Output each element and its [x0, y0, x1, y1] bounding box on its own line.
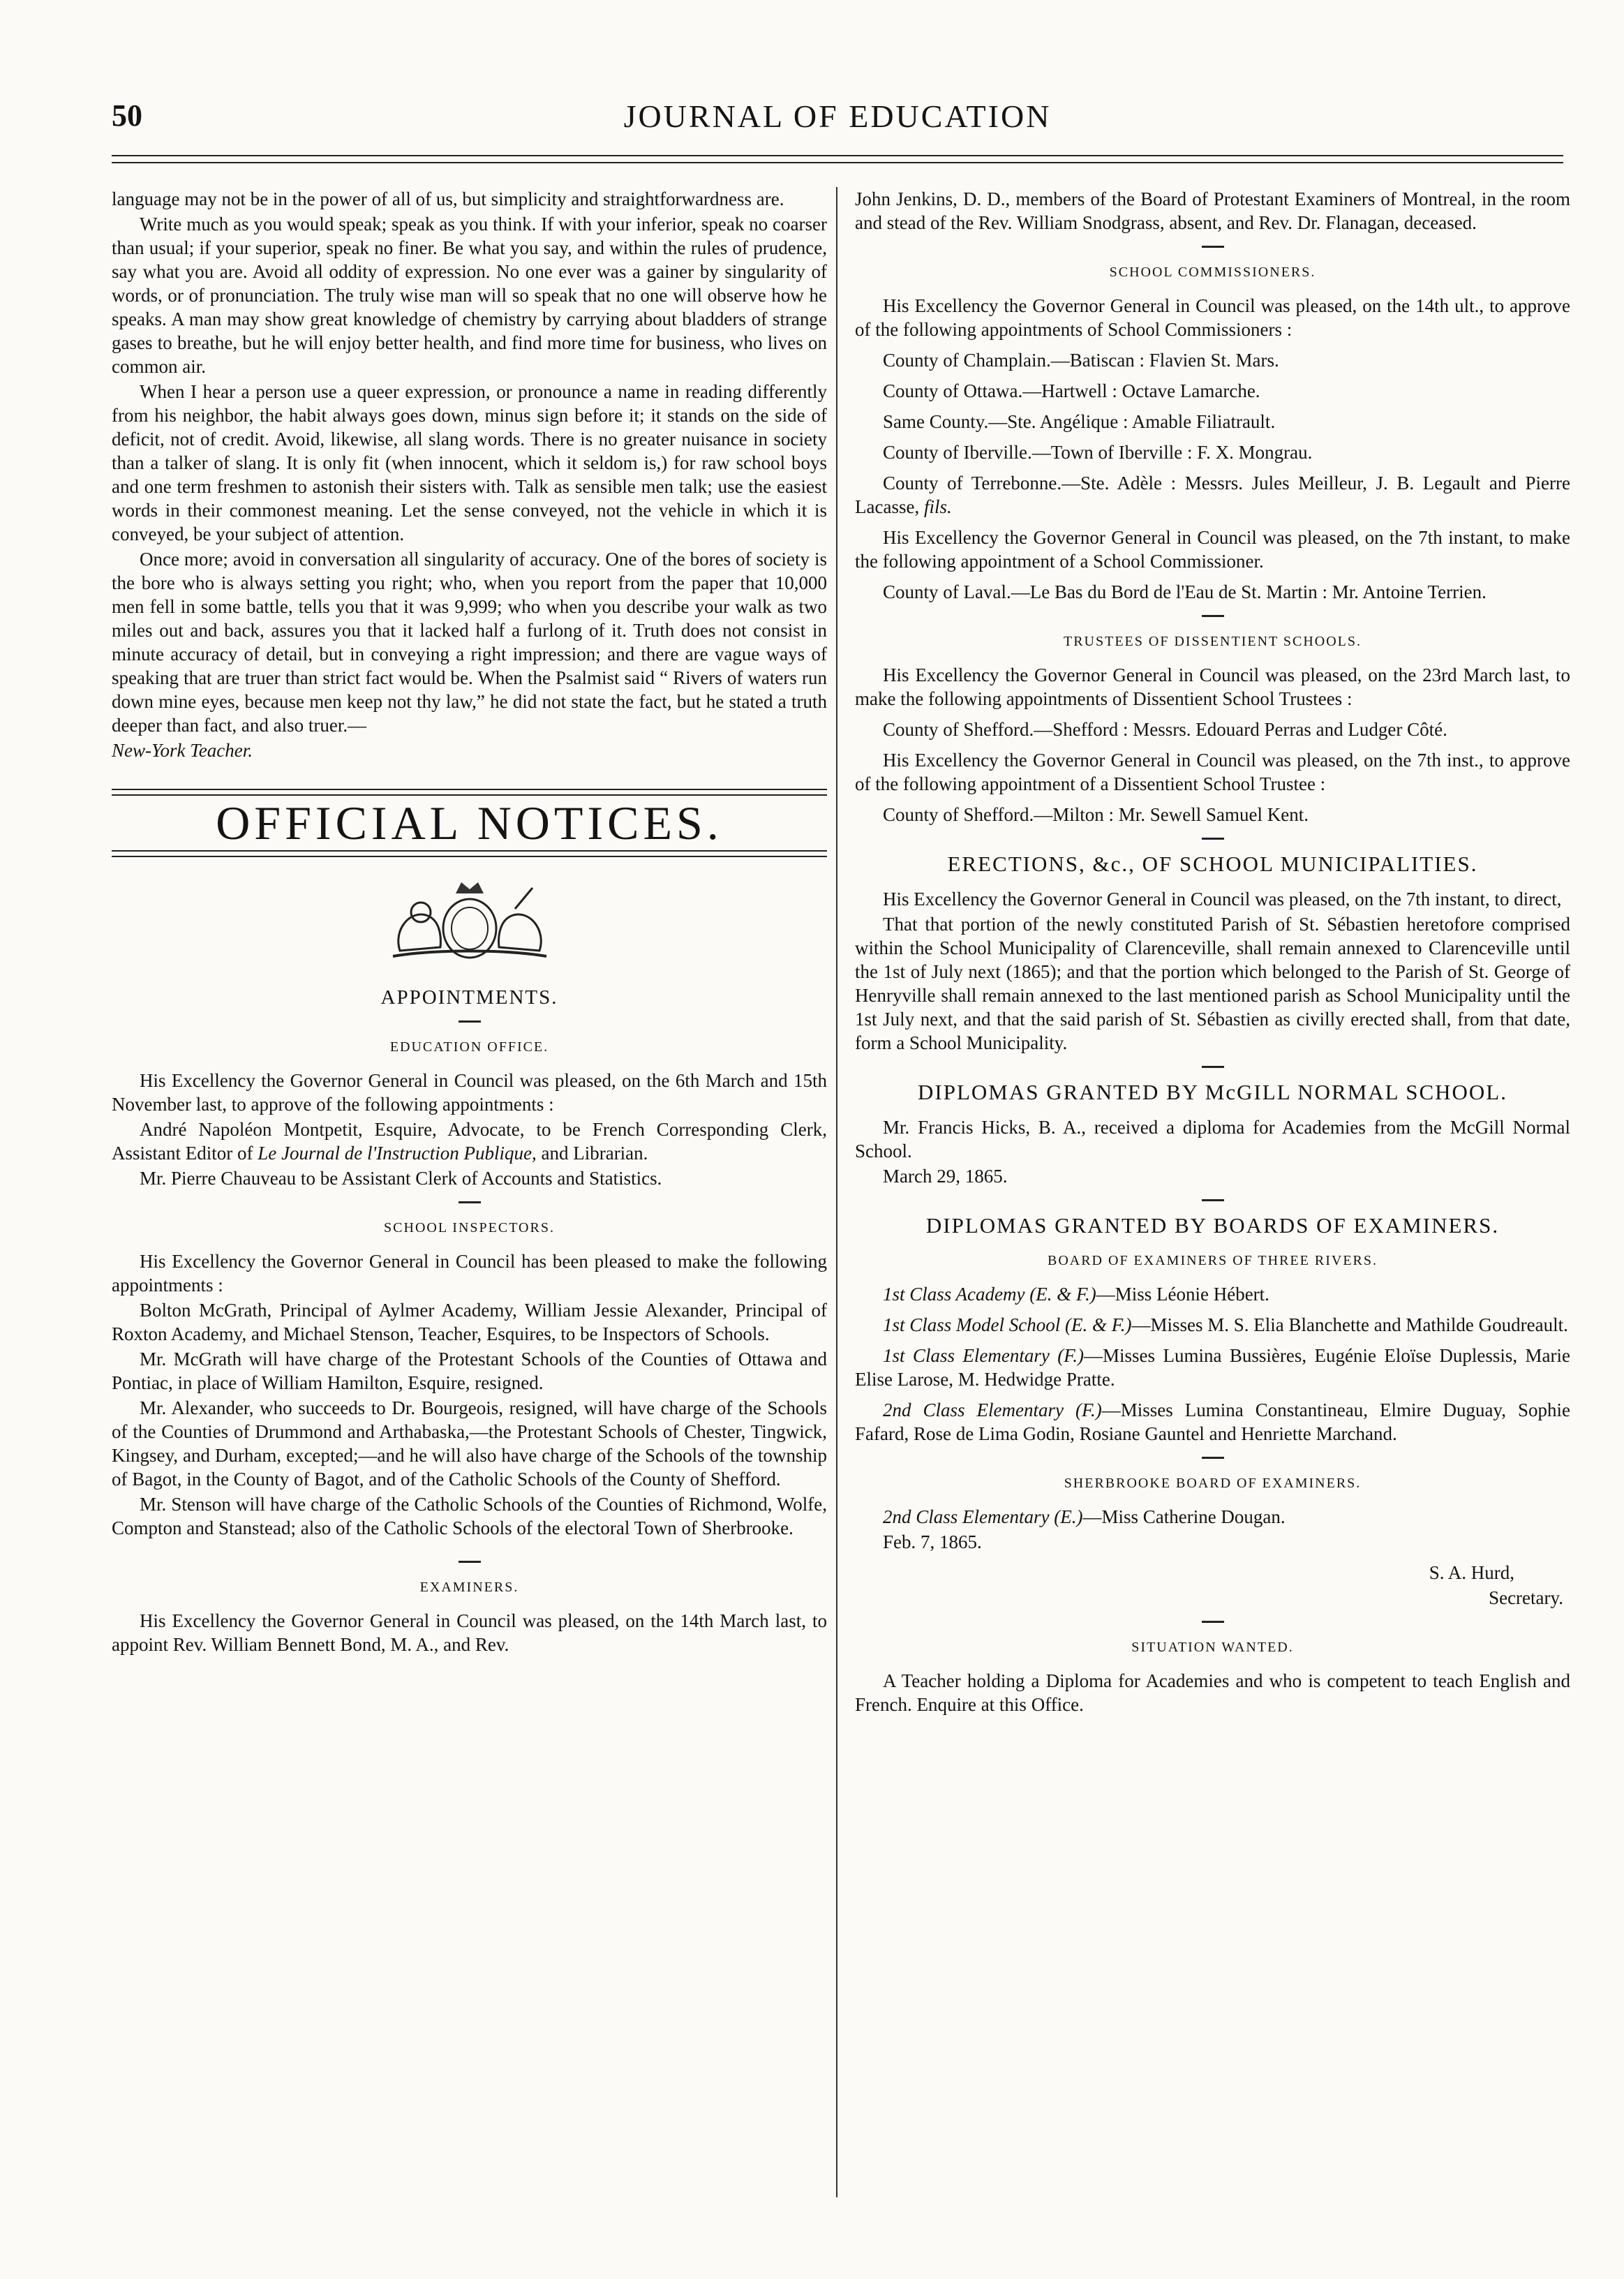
diplomas-mcgill-heading: DIPLOMAS GRANTED BY McGILL NORMAL SCHOOL.: [918, 1080, 1507, 1104]
sherbrooke-heading: SHERBROOKE BOARD OF EXAMINERS.: [1064, 1476, 1362, 1491]
diploma-line: [855, 1398, 1570, 1446]
appointment-line: County of Laval.—Le Bas du Bord de l'Eau de St. Martin : Mr. Antoine Terrien.: [883, 581, 1487, 602]
diploma-class: 1st Class Model School (E. & F.): [883, 1314, 1132, 1335]
left-column: [112, 187, 827, 1658]
diploma-class: 2nd Class Elementary (F.): [883, 1400, 1102, 1420]
notice-paragraph: His Excellency the Governor General in Council was pleased, on the 14th ult., to approve of the following appointments of School Commissioners :: [855, 295, 1570, 340]
notice-paragraph: Bolton McGrath, Principal of Aylmer Academy, William Jessie Alexander, Principal of Roxton Academy, and Michael Stenson, Teacher, Esquires, to be Inspectors of Schools.: [112, 1300, 827, 1344]
education-office-heading: EDUCATION OFFICE.: [389, 1039, 549, 1055]
article-paragraph: Write much as you would speak; speak as you think. If with your inferior, speak no coarser than usual; if your superior, speak no finer. Be what you say, and within the rules of prudence, say what you are. Avoid all oddity of expression. No one ever was a gainer by singularity of words, or of pronunciation. The truly wise man will so speak that no one will observe how he speaks. A man may show great knowledge of chemistry by carrying about bladders of strange gases to breathe, but he will enjoy better health, and find more time for business, who lives on common air.: [112, 214, 827, 377]
notice-date: Feb. 7, 1865.: [883, 1531, 982, 1552]
section-dash: [459, 1020, 481, 1023]
section-dash: [1202, 246, 1224, 248]
appointment-line: [855, 471, 1570, 519]
section-rule: [112, 789, 827, 796]
notice-paragraph: His Excellency the Governor General in Council has been pleased to make the following appointments :: [112, 1251, 827, 1296]
diploma-names: —Misses Lumina Bussières, Eugénie Eloïse Duplessis, Marie Elise Larose, M. Hedwidge Pratte.: [855, 1345, 1570, 1390]
notice-paragraph: Mr. Pierre Chauveau to be Assistant Clerk of Accounts and Statistics.: [140, 1168, 662, 1189]
right-column: [855, 187, 1570, 1718]
diploma-line: [855, 1505, 1570, 1529]
diploma-line: [855, 1313, 1570, 1337]
article-source: New-York Teacher.: [112, 740, 253, 761]
section-rule: [112, 850, 827, 857]
three-rivers-heading: BOARD OF EXAMINERS OF THREE RIVERS.: [1047, 1253, 1378, 1268]
notice-paragraph: His Excellency the Governor General in Council was pleased, on the 6th March and 15th November last, to approve of the following appointments :: [112, 1070, 827, 1115]
notice-paragraph: Mr. Alexander, who succeeds to Dr. Bourgeois, resigned, will have charge of the Schools of the Counties of Drummond and Arthabaska,—the Protestant Schools of Chester, Tingwick, Kingsey, and Durham, excepted;—and he will also have charge of the Schools of the township of Bagot, in the County of Bagot, and of the Catholic Schools of the County of Shefford.: [112, 1397, 827, 1490]
diploma-class: 2nd Class Elementary (E.): [883, 1506, 1083, 1527]
situation-wanted-heading: SITUATION WANTED.: [1131, 1640, 1294, 1655]
section-dash: [1202, 1621, 1224, 1623]
notice-paragraph: Mr. McGrath will have charge of the Protestant Schools of the Counties of Ottawa and Pontiac, in place of William Hamilton, Esquire, resigned.: [112, 1349, 827, 1393]
notice-paragraph: His Excellency the Governor General in Council was pleased, on the 7th inst., to approve of the following appointment of a Dissentient School Trustee :: [855, 750, 1570, 794]
diploma-class: 1st Class Elementary (F.): [883, 1345, 1085, 1366]
section-dash: [1202, 1199, 1224, 1201]
section-dash: [459, 1201, 481, 1203]
notice-paragraph: John Jenkins, D. D., members of the Board of Protestant Examiners of Montreal, in the room and stead of the Rev. William Snodgrass, absent, and Rev. Dr. Flanagan, deceased.: [855, 188, 1570, 233]
diploma-class: 1st Class Academy (E. & F.): [883, 1284, 1096, 1305]
signature-title: Secretary.: [1489, 1587, 1563, 1608]
notice-paragraph: Mr. Francis Hicks, B. A., received a diploma for Academies from the McGill Normal School.: [855, 1117, 1570, 1161]
diploma-line: [855, 1282, 1570, 1306]
header-rule-top: [112, 155, 1563, 156]
appointments-heading: APPOINTMENTS.: [380, 986, 558, 1009]
appointment-line: County of Champlain.—Batiscan : Flavien St. Mars.: [883, 350, 1279, 371]
school-inspectors-heading: SCHOOL INSPECTORS.: [384, 1220, 555, 1235]
notice-paragraph: His Excellency the Governor General in Council was pleased, on the 14th March last, to appoint Rev. William Bennett Bond, M. A., and Rev.: [112, 1610, 827, 1655]
section-dash: [1202, 615, 1224, 617]
appointment-text: County of Terrebonne.—Ste. Adèle : Messrs. Jules Meilleur, J. B. Legault and Pierre Lacasse,: [855, 473, 1570, 517]
appointment-line: Same County.—Ste. Angélique : Amable Filiatrault.: [883, 411, 1276, 432]
article-paragraph: language may not be in the power of all of us, but simplicity and straightforwardness are.: [112, 188, 784, 209]
royal-arms-emblem: [372, 874, 567, 965]
article-paragraph: Once more; avoid in conversation all singularity of accuracy. One of the bores of society is the bore who is always setting you right; who, when you report from the paper that 10,000 men fell in some battle, tells you that it was 9,999; who when you describe your walk as two miles out and back, assures you that it lacked half a furlong of it. Truth does not consist in minute accuracy of detail, but in conveying a right impression; and there are vague ways of speaking that are truer than strict fact would be. When the Psalmist said “ Rivers of waters run down mine eyes, because men keep not thy law,” he did not state the fact, but he stated a truth deeper than fact, and also truer.—: [112, 549, 827, 736]
page-header: [112, 98, 1563, 140]
header-rule-bottom: [112, 162, 1563, 163]
trustees-heading: TRUSTEES OF DISSENTIENT SCHOOLS.: [1064, 634, 1362, 649]
notice-paragraph: A Teacher holding a Diploma for Academies and who is competent to teach English and French. Enquire at this Office.: [855, 1670, 1570, 1715]
official-notices-heading: OFFICIAL NOTICES.: [216, 796, 723, 849]
notice-date: March 29, 1865.: [883, 1166, 1008, 1187]
section-dash: [1202, 1457, 1224, 1459]
journal-title: JOURNAL OF EDUCATION: [623, 98, 1052, 134]
diploma-names: —Miss Catherine Dougan.: [1082, 1506, 1286, 1527]
section-dash: [459, 1561, 481, 1563]
notice-paragraph: [112, 1118, 827, 1165]
appointment-line: County of Shefford.—Shefford : Messrs. Edouard Perras and Ludger Côté.: [883, 719, 1447, 740]
column-divider: [836, 187, 837, 2197]
appointment-suffix: fils.: [923, 496, 952, 517]
notice-text: André Napoléon Montpetit, Esquire, Advocate, to be French Corresponding Clerk, Assistant Editor of: [112, 1119, 827, 1164]
school-commissioners-heading: SCHOOL COMMISSIONERS.: [1109, 265, 1316, 280]
journal-name: Le Journal de l'Instruction Publique,: [258, 1143, 537, 1164]
diploma-line: [855, 1344, 1570, 1391]
diploma-names: —Misses Lumina Constantineau, Elmire Duguay, Sophie Fafard, Rose de Lima Godin, Rosiane Gauntel and Henriette Marchand.: [855, 1400, 1570, 1444]
notice-paragraph: Mr. Stenson will have charge of the Catholic Schools of the Counties of Richmond, Wolfe, Compton and Stanstead; also of the Catholic Schools of the electoral Town of Sherbrooke.: [112, 1494, 827, 1538]
erections-heading: ERECTIONS, &c., OF SCHOOL MUNICIPALITIES.: [947, 852, 1478, 876]
notice-text: and Librarian.: [536, 1143, 648, 1164]
diploma-names: —Miss Léonie Hébert.: [1096, 1284, 1269, 1305]
diploma-names: —Misses M. S. Elia Blanchette and Mathilde Goudreault.: [1131, 1314, 1568, 1335]
notice-paragraph: His Excellency the Governor General in Council was pleased, on the 7th instant, to direct,: [883, 889, 1562, 910]
article-paragraph: When I hear a person use a queer expression, or pronounce a name in reading differently from his neighbor, the habit always goes down, minus sign before it; it stands on the side of deficit, not of credit. Avoid, likewise, all slang words. There is no greater nuisance in society than a talker of slang. It is only fit (when innocent, which it seldom is,) for raw school boys and one term freshmen to astonish their sisters with. Talk as sensible men talk; use the easiest words in their commonest meaning. Let the sense conveyed, not the vehicle in which it is conveyed, be your subject of attention.: [112, 381, 827, 544]
page-number: 50: [112, 98, 142, 133]
diplomas-boards-heading: DIPLOMAS GRANTED BY BOARDS OF EXAMINERS.: [925, 1213, 1500, 1238]
signature-name: S. A. Hurd,: [1429, 1562, 1514, 1583]
notice-paragraph: His Excellency the Governor General in Council was pleased, on the 7th instant, to make the following appointment of a School Commissioner.: [855, 527, 1570, 572]
notice-paragraph: His Excellency the Governor General in Council was pleased, on the 23rd March last, to make the following appointments of Dissentient School Trustees :: [855, 665, 1570, 709]
notice-paragraph: That that portion of the newly constituted Parish of St. Sébastien heretofore comprised within the School Municipality of Clarenceville, shall remain annexed to Clarenceville until the 1st of July next (1865); and that the portion which belonged to the Parish of St. George of Henryville shall remain annexed to the last mentioned parish as School Municipality until the 1st July next, and that the said parish of St. Sébastien as civilly erected shall, from that date, form a School Municipality.: [855, 914, 1570, 1053]
section-dash: [1202, 1066, 1224, 1068]
section-dash: [1202, 838, 1224, 840]
examiners-heading: EXAMINERS.: [419, 1580, 519, 1595]
appointment-line: County of Iberville.—Town of Iberville : F. X. Mongrau.: [883, 442, 1313, 463]
appointment-line: County of Ottawa.—Hartwell : Octave Lamarche.: [883, 380, 1260, 401]
appointment-line: County of Shefford.—Milton : Mr. Sewell Samuel Kent.: [883, 804, 1309, 825]
